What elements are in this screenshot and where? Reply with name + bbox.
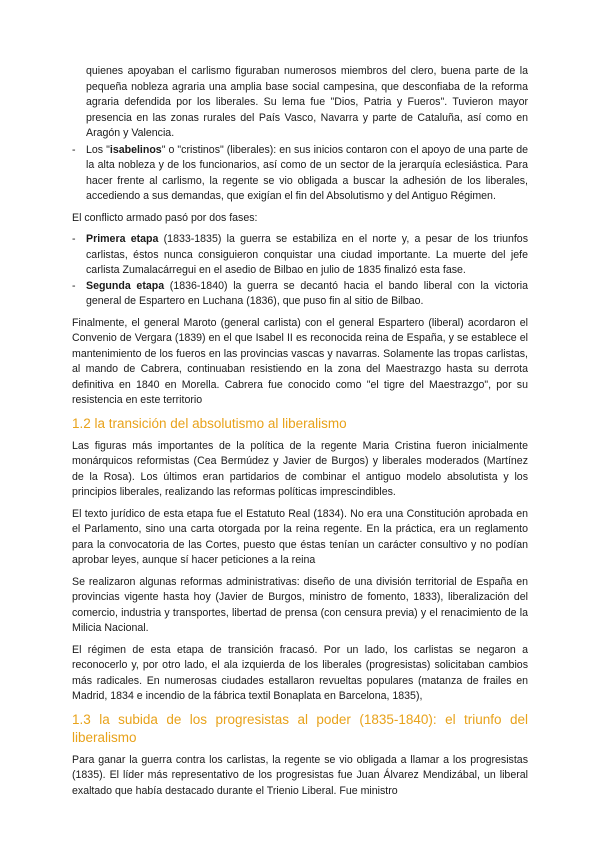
primera-etapa-text: (1833-1835) la guerra se estabiliza en el norte y, a pesar de los triunfos carlistas, éstos nunca consiguieron conquistar una ciudad importante. La muerte del jefe carlista Zumalacárregui en el asedio de Bilbao en julio de 1835 finalizó esta fase.: [86, 233, 528, 276]
page-content: [72, 64, 528, 805]
segunda-etapa-text: (1836-1840) la guerra se decantó hacia el bando liberal con la victoria general de Espartero en Luchana (1836), que puso fin al sitio de Bilbao.: [86, 279, 529, 307]
segunda-etapa-term: Segunda etapa: [86, 279, 165, 292]
fases-list: [72, 232, 528, 310]
section-1-3-paragraph-1: Para ganar la guerra contra los carlistas, la regente se vio obligada a llamar a los progresistas (1835). El líder más representativo de los progresistas fue Juan Álvarez Mendizábal, un liberal exaltado que había destacado durante el Trienio Liberal. Fue ministro: [72, 753, 528, 797]
list-dash: -: [72, 233, 76, 245]
list-item-segunda-etapa: [72, 279, 528, 310]
isabelinos-text: " o "cristinos" (liberales): en sus inicios contaron con el apoyo de una parte de la alta nobleza y de los funcionarios, así como de un sector de la jerarquía eclesiástica. Para hacer frente al carlismo, la regente se vio obligada a buscar la adhesión de los liberales, accediendo a sus demandas, que exigían el fin del Absolutismo y del Antiguo Régimen.: [86, 143, 528, 202]
isabelinos-item: [72, 143, 528, 205]
isabelinos-pre: Los ": [86, 143, 110, 156]
list-dash: -: [72, 279, 76, 292]
isabelinos-term: isabelinos: [109, 143, 162, 156]
fases-intro: El conflicto armado pasó por dos fases:: [72, 211, 258, 224]
final-paragraph: Finalmente, el general Maroto (general carlista) con el general Espartero (liberal) acordaron el Convenio de Vergara (1839) en el que Isabel II es reconocida reina de España, y se establece el mantenimiento de los fueros en las provincias vascas y navarras. Solamente las tropas carlistas, al mando de Cabrera, continuaban resistiendo en la zona del Maestrazgo hasta su derrota definitiva en 1840 en Morella. Cabrera fue conocido como "el tigre del Maestrazgo", por su resistencia en este territorio: [72, 316, 528, 406]
primera-etapa-term: Primera etapa: [86, 233, 159, 245]
section-1-2-paragraph-2: El texto jurídico de esta etapa fue el Estatuto Real (1834). No era una Constitución aprobada en el Parlamento, sino una carta otorgada por la reina regente. En la práctica, era un reglamento para la convocatoria de las Cortes, puesto que éstas tenían un carácter consultivo y no podían aprobar leyes, aunque sí hacer peticiones a la reina: [72, 507, 528, 566]
list-item-primera-etapa: [72, 232, 528, 279]
section-1-2-paragraph-1: Las figuras más importantes de la política de la regente Maria Cristina fueron inicialmente monárquicos reformistas (Cea Bermúdez y Javier de Burgos) y liberales moderados (Martínez de la Rosa). Los últimos eran partidarios de combinar el antiguo modelo absolutista y los principios liberales, realizando las reformas políticas imprescindibles.: [72, 439, 528, 498]
section-1-2-paragraph-4: El régimen de esta etapa de transición fracasó. Por un lado, los carlistas se negaron a reconocerlo y, por otro lado, el ala izquierda de los liberales (progresistas) solicitaban cambios más radicales. En numerosas ciudades estallaron revueltas populares (matanza de frailes en Madrid, 1834 e incendio de la fábrica textil Bonaplata en Barcelona, 1835),: [72, 643, 528, 702]
section-heading-1-2: 1.2 la transición del absolutismo al liberalismo: [72, 415, 347, 431]
list-dash: -: [72, 143, 76, 156]
carlistas-continuation-text: quienes apoyaban el carlismo figuraban numerosos miembros del clero, buena parte de la pequeña nobleza agraria una amplia base social campesina, que desconfiaba de la reforma agraria defendida por los liberales. Su lema fue "Dios, Patria y Fueros". Tuvieron mayor presencia en las zonas rurales del País Vasco, Navarra y parte de Cataluña, así como en Aragón y Valencia.: [86, 65, 528, 139]
carlistas-continuation: [72, 64, 528, 142]
section-heading-1-3: 1.3 la subida de los progresistas al poder (1835-1840): el triunfo del liberalismo: [72, 711, 528, 745]
section-1-2-paragraph-3: Se realizaron algunas reformas administrativas: diseño de una división territorial de España en provincias vigente hasta hoy (Javier de Burgos, ministro de fomento, 1833), liberalización del comercio, industria y transportes, libertad de prensa (con censura previa) y el renacimiento de la Milicia Nacional.: [72, 575, 528, 634]
